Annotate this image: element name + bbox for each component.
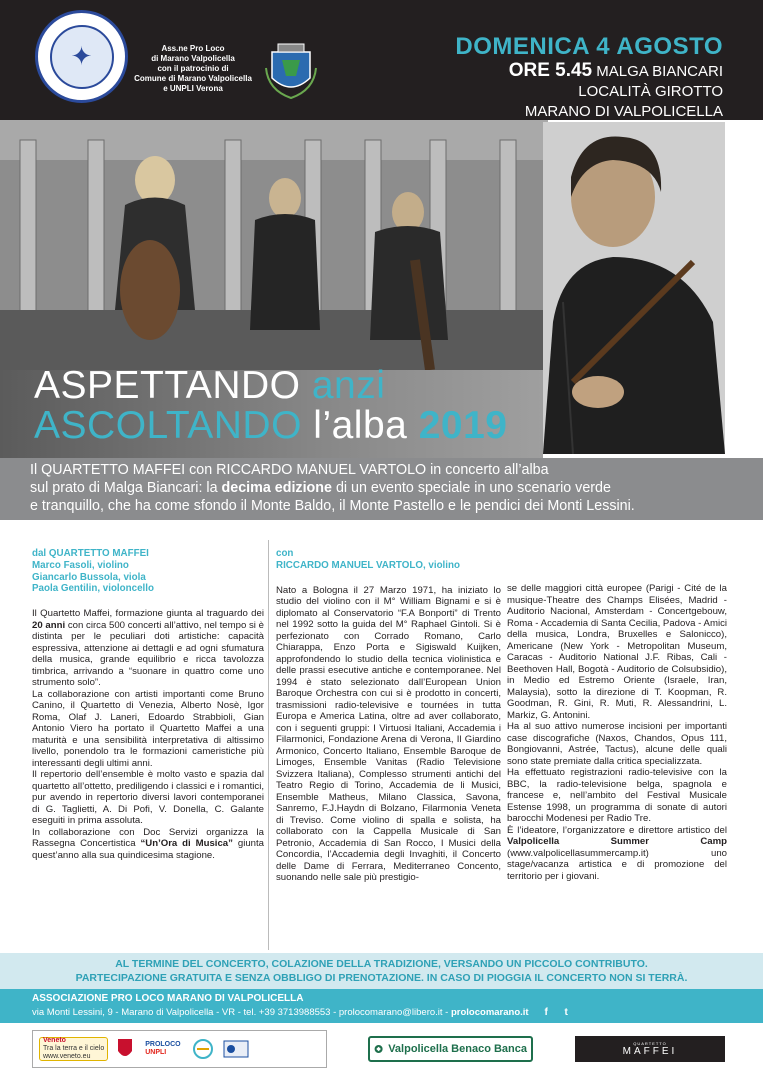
vartolo-column-continued: [507, 583, 727, 882]
assoc-line: con il patrocinio di: [157, 64, 229, 73]
facebook-icon[interactable]: f: [544, 1006, 548, 1018]
footer-org: ASSOCIAZIONE PRO LOCO MARANO DI VALPOLICELLA: [32, 993, 304, 1004]
intro-line-3: e tranquillo, che ha come sfondo il Monte Baldo, il Monte Pastello e le pendici dei Monti Lessini.: [30, 498, 635, 514]
province-crest-icon: [116, 1037, 134, 1061]
intro-text: sul prato di Malga Biancari: la: [30, 480, 222, 496]
assoc-line: Comune di Marano Valpolicella: [134, 74, 252, 83]
paragraph-text: giunta quest’anno alla sua quindicesima stagione.: [32, 838, 265, 861]
contacts-text: via Monti Lessini, 9 - Marano di Valpolicella - VR - tel. +39 3713988553 - prolocomarano@libero.it -: [32, 1007, 451, 1018]
intro-bold: decima edizione: [221, 480, 332, 496]
vartolo-paragraph: Ha effettuato registrazioni radio-televisive con la BBC, la radio-televisione belga, spagnola e francese e, nell’ambito del Festival Musicale Estense 1998, un programma di sonate di autori barocchi Modenesi per Radio Tre.: [507, 767, 727, 824]
event-location-2: MARANO DI VALPOLICELLA: [524, 103, 723, 120]
title-word-3: ASCOLTANDO: [34, 404, 302, 447]
quartetto-maffei-logo: [575, 1036, 725, 1062]
logos-strip: [0, 1023, 763, 1080]
notice-band: [0, 953, 763, 989]
veneto-name: Veneto: [43, 1037, 66, 1044]
paragraph-text: È l’ideatore, l’organizzatore e direttore artistico del: [507, 824, 727, 836]
quartet-logo-small: QUARTETTO: [633, 1040, 667, 1046]
violinist-photo: [543, 122, 725, 454]
assoc-line: Ass.ne Pro Loco: [161, 44, 225, 53]
veneto-url: www.veneto.eu: [43, 1053, 91, 1060]
title-word-1: ASPETTANDO: [34, 364, 301, 407]
madonna-icon: ✦: [50, 25, 114, 89]
notice-line-1: AL TERMINE DEL CONCERTO, COLAZIONE DELLA TRADIZIONE, VERSANDO UN PICCOLO CONTRIBUTO.: [115, 958, 648, 970]
vartolo-column: [276, 548, 501, 884]
paragraph-bold: Valpolicella Summer Camp: [507, 836, 727, 847]
quartet-paragraph: Il repertorio dell’ensemble è molto vasto e spazia dal quartetto all’ottetto, prediligendo i classici e i romantici, pur avendo in repertorio diversi lavori contemporanei di G. Taglietti, A. Di Pofi, V. Donella, C. Galante eseguiti in prima assoluta.: [32, 769, 264, 827]
member-line: Marco Fasoli, violino: [32, 559, 129, 571]
vartolo-heading-2: RICCARDO MANUEL VARTOLO, violino: [276, 559, 460, 571]
violinist-photo-art: [543, 122, 725, 454]
title-word-4: l’alba: [313, 404, 408, 447]
proloco-unpli-logo: [142, 1037, 183, 1061]
paragraph-bold: “Un’Ora di Musica”: [140, 838, 233, 850]
partner-logo-icon: [222, 1037, 250, 1061]
quartet-paragraph: [32, 827, 264, 862]
intro-band: [0, 458, 763, 520]
member-line: Paola Gentilin, violoncello: [32, 583, 154, 595]
intro-line-2: [30, 479, 763, 497]
footer-bar: [0, 989, 763, 1023]
quartet-heading: dal QUARTETTO MAFFEI: [32, 548, 149, 559]
assoc-line: di Marano Valpolicella: [151, 54, 235, 63]
twitter-icon[interactable]: t: [564, 1006, 568, 1018]
title-word-2: anzi: [311, 364, 386, 407]
veneto-tagline: Tra la terra e il cielo: [43, 1045, 105, 1052]
veneto-logo: [39, 1037, 108, 1061]
bank-logo: [368, 1036, 533, 1062]
event-time: ORE 5.45: [508, 60, 593, 81]
vartolo-paragraph: Nato a Bologna il 27 Marzo 1971, ha iniziato lo studio del violino con il M° William Bignami e si è diplomato al Conservatorio “F.A Bonporti” di Trento nel 1992 sotto la guida del M° Raphael Gintoli. Si è perfezionato con Corrado Romano, Carlo Chiarappa, Enzo Porta e Sigiswald Kuijken, approfondendo lo studio della tecnica violinistica e delle prassi esecutive antiche e contemporanee. Nel 1994 è stato selezionato dall’European Union Baroque Orchestra con cui si è prodotto in concerti, trasmissioni radio-televisive e tournées in tutta Europa e America Latina, oltre ad aver collaborato, con i seguenti gruppi: I Virtuosi Italiani, Accademia i Filarmonici, Fondazione Arena di Verona, Il Giardino Armonico, Concerto Italiano, Ensemble Baroque de Limoges, Ensemble Vanitas (Radio Televisione Svizzera Italiana), Complesso strumenti antichi del Teatro Regio di Torino, Accademia de li Musici, Ensemble Matheus, Milano Classica, Savona, Sanremo, F.J.Haydn di Bolzano, Filarmonia Veneta di Treviso. Come violino di spalla e solista, ha collaborato con la Cappella Musicale di San Petronio, Accademia di San Rocco, I Musici della Concordia, l’Accademia degli Invaghiti, il Concerto delle Dame di Ferrara, Mediterraneo Concento, suonando nelle sale più prestigio-: [276, 584, 501, 884]
quartet-photo-art: [0, 120, 548, 370]
paragraph-text: Il Quartetto Maffei, formazione giunta al traguardo dei: [32, 608, 264, 620]
column-divider: [268, 540, 269, 950]
vartolo-paragraph: Ha al suo attivo numerose incisioni per importanti case discografiche (Naxos, Chandos, Opus 111, Bongiovanni, Astrée, Tactus), alcune delle quali sono state premiate dalla critica specializzata.: [507, 721, 727, 767]
footer-contacts: [32, 1005, 763, 1020]
social-icons: [539, 1005, 573, 1019]
member-line: Giancarlo Bussola, viola: [32, 571, 146, 583]
paragraph-text: In collaborazione con Doc Servizi organizza la Rassegna Concertistica: [32, 826, 264, 850]
vartolo-heading-1: con: [276, 548, 294, 559]
event-venue: MALGA BIANCARI: [596, 63, 723, 80]
notice-line-2: PARTECIPAZIONE GRATUITA E SENZA OBBLIGO DI PRENOTAZIONE. IN CASO DI PIOGGIA IL CONCERTO NON SI TERRÀ.: [75, 972, 688, 984]
intro-text: di un evento speciale in uno scenario verde: [331, 480, 611, 496]
proloco-text: PROLOCO: [145, 1041, 181, 1048]
bank-name: Valpolicella Benaco Banca: [388, 1043, 527, 1055]
quartet-photo: [0, 120, 548, 370]
quartet-column: [32, 548, 264, 861]
event-info: [455, 33, 723, 122]
comune-crest-icon: [262, 38, 320, 102]
event-date: DOMENICA 4 AGOSTO: [455, 33, 723, 60]
header-bar: [0, 0, 763, 120]
paragraph-text: con circa 500 concerti all’attivo, nel tempo si è distinta per le peculiari doti artistiche: capacità espressiva, attenzione ai dettagli e ad ogni sfumatura della musica, grande equilibrio e ricca tavolozza timbrica, arrivando a “suonare in quattro come uno strumento solo”.: [32, 619, 264, 689]
assoc-line: e UNPLI Verona: [163, 84, 223, 93]
quartet-paragraph: La collaborazione con artisti importanti come Bruno Canino, il Quartetto di Venezia, Alberto Nosè, Igor Roma, Olaf J. Laneri, Edoardo Strabbioli, Gian Antonio Viero ha portato il Quartetto Maffei a una maturità e una sensibilità interpretativa di altissimo livello, ponendolo tra le formazioni cameristiche più interessanti degli ultimi anni.: [32, 688, 264, 769]
proloco-logo: [35, 10, 128, 103]
bank-icon: [374, 1041, 383, 1057]
sponsor-logos: [32, 1030, 327, 1068]
poster-title: [34, 366, 507, 446]
paragraph-text: (www.valpolicellasummercamp.it) uno stage/vacanza artistica e di promozione del territorio per i giovani.: [507, 847, 727, 882]
quartet-paragraph: [32, 608, 264, 689]
partner-logo-icon: [192, 1037, 214, 1061]
event-time-venue: [455, 61, 723, 82]
title-year: 2019: [418, 404, 508, 447]
website-link[interactable]: prolocomarano.it: [450, 1007, 529, 1018]
unpli-text: UNPLI: [145, 1049, 167, 1056]
vartolo-paragraph: [507, 825, 727, 883]
paragraph-bold: 20 anni: [32, 619, 66, 631]
association-text: [128, 44, 258, 94]
intro-line-1: Il QUARTETTO MAFFEI con RICCARDO MANUEL VARTOLO in concerto all’alba: [30, 462, 549, 478]
event-location-1: LOCALITÀ GIROTTO: [578, 83, 723, 100]
vartolo-paragraph: se delle maggiori città europee (Parigi - Cité de la musique-Theatre des Champs Elisées, Madrid - Auditorio Nacional, Amsterdam - Concertgebouw, Roma - Accademia di Santa Cecilia, Padova - Amici della musica, Londra, Bruxelles e Salonicco), Americane (New York - Metropolitan Museum, Caracas - Auditorio National J.F. Ribas, Cali - Beethoven Hall, Bogotà - Auditorio de Colsubsidio), in Medio ed Estremo Oriente (Israele, Iran, Malaysia), sotto la direzione di T. Koopman, R. Goodman, R. Gini, R. Muti, R. Alessandrini, L. Markiz, G. Antonini.: [507, 583, 727, 721]
quartet-logo-name: MAFFEI: [622, 1045, 678, 1057]
